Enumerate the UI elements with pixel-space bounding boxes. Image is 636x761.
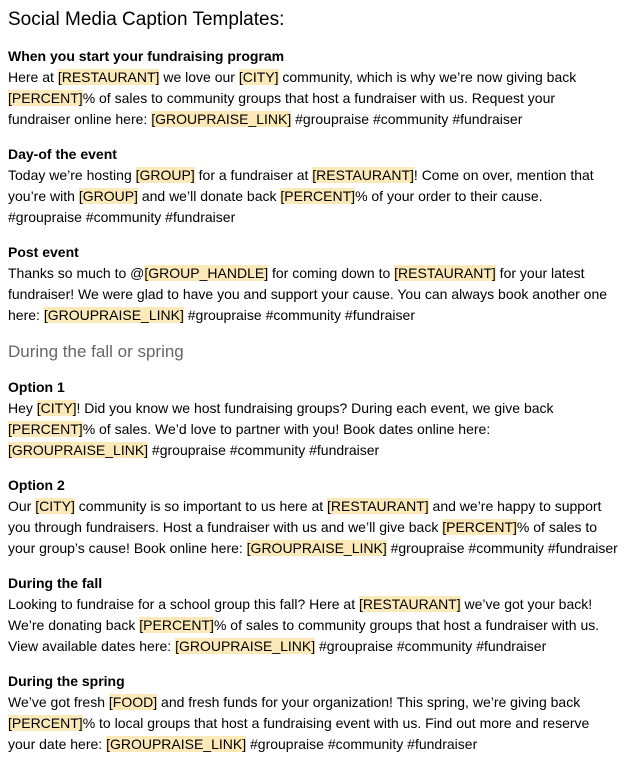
text-segment: Looking to fundraise for a school group this fall? Here at [8,596,359,612]
placeholder-token: [GROUP] [78,188,138,204]
placeholder-token: [GROUPRAISE_LINK] [151,111,292,127]
text-segment: for coming down to [268,265,395,281]
section-heading: During the fall [8,575,103,591]
placeholder-token: [GROUPRAISE_LINK] [8,442,149,458]
caption-paragraph [8,594,620,657]
section-heading: During the spring [8,673,125,689]
placeholder-token: [GROUPRAISE_LINK] [246,540,387,556]
section-heading: Option 1 [8,379,65,395]
placeholder-token: [CITY] [238,69,279,85]
text-segment: % of sales. We’d love to partner with you! Book dates online here: [82,421,491,437]
caption-paragraph [8,496,620,559]
text-segment: we’ve got your back! We’re donating back [8,596,593,633]
placeholder-token: [RESTAURANT] [57,69,160,85]
text-segment: % of sales to community groups that host a fundraiser with us. View available dates here: [8,617,600,654]
text-segment: and we’ll donate back [137,188,281,204]
text-segment: % of sales to your group’s cause! Book online here: [8,519,598,556]
text-segment: Thanks so much to @ [8,265,145,281]
placeholder-token: [GROUPRAISE_LINK] [175,638,316,654]
text-segment: #groupraise #community #fundraiser [246,736,478,752]
text-segment: Here at [8,69,58,85]
text-segment: Our [8,498,36,514]
placeholder-token: [GROUPRAISE_LINK] [106,736,247,752]
section-heading: Post event [8,244,79,260]
placeholder-token: [PERCENT] [442,519,517,535]
text-segment: Today we’re hosting [8,167,136,183]
text-segment: for your latest fundraiser! We were glad to have you and support your cause. You can always book another one here: [8,265,608,323]
text-segment: Hey [8,400,37,416]
text-segment: We’ve got fresh [8,694,109,710]
text-segment: for a fundraiser at [194,167,313,183]
placeholder-token: [PERCENT] [8,715,83,731]
placeholder-token: [RESTAURANT] [327,498,429,514]
text-segment: % to local groups that host a fundraising event with us. Find out more and reserve your date here: [8,715,590,752]
section-heading: When you start your fundraising program [8,48,285,64]
caption-paragraph [8,165,620,228]
text-segment: we love our [159,69,239,85]
caption-paragraph [8,263,620,326]
document-content [8,46,622,755]
placeholder-token: [RESTAURANT] [358,596,461,612]
text-segment: #groupraise #community #fundraiser [386,540,618,556]
page-title: Social Media Caption Templates: [8,9,285,30]
placeholder-token: [FOOD] [108,694,158,710]
text-segment: #groupraise #community #fundraiser [291,111,523,127]
text-segment: ! Did you know we host fundraising groups? During each event, we give back [76,400,554,416]
placeholder-token: [PERCENT] [280,188,356,204]
placeholder-token: [CITY] [35,498,75,514]
placeholder-token: [RESTAURANT] [394,265,496,281]
text-segment: and we’re happy to support you through fundraisers. Host a fundraiser with us and we’ll give back [8,498,602,535]
caption-paragraph [8,692,620,755]
text-segment: community is so important to us here at [74,498,328,514]
text-segment: % of sales to community groups that host a fundraiser with us. Request your fundraiser online here: [8,90,556,127]
section-heading: Day-of the event [8,146,117,162]
placeholder-token: [PERCENT] [8,90,83,106]
text-segment: and fresh funds for your organization! This spring, we’re giving back [157,694,581,710]
caption-paragraph [8,398,620,461]
text-segment: #groupraise #community #fundraiser [148,442,380,458]
placeholder-token: [GROUPRAISE_LINK] [43,307,184,323]
placeholder-token: [PERCENT] [8,421,83,437]
major-heading: During the fall or spring [8,342,184,361]
text-segment: % of your order to their cause. #groupraise #community #fundraiser [8,188,543,225]
placeholder-token: [GROUP] [135,167,195,183]
text-segment: #groupraise #community #fundraiser [315,638,547,654]
caption-paragraph [8,67,620,130]
text-segment: #groupraise #community #fundraiser [183,307,415,323]
section-heading: Option 2 [8,477,65,493]
text-segment: community, which is why we’re now giving back [278,69,577,85]
placeholder-token: [CITY] [36,400,77,416]
text-segment: ! Come on over, mention that you’re with [8,167,594,204]
placeholder-token: [PERCENT] [139,617,214,633]
placeholder-token: [GROUP_HANDLE] [144,265,269,281]
placeholder-token: [RESTAURANT] [312,167,414,183]
